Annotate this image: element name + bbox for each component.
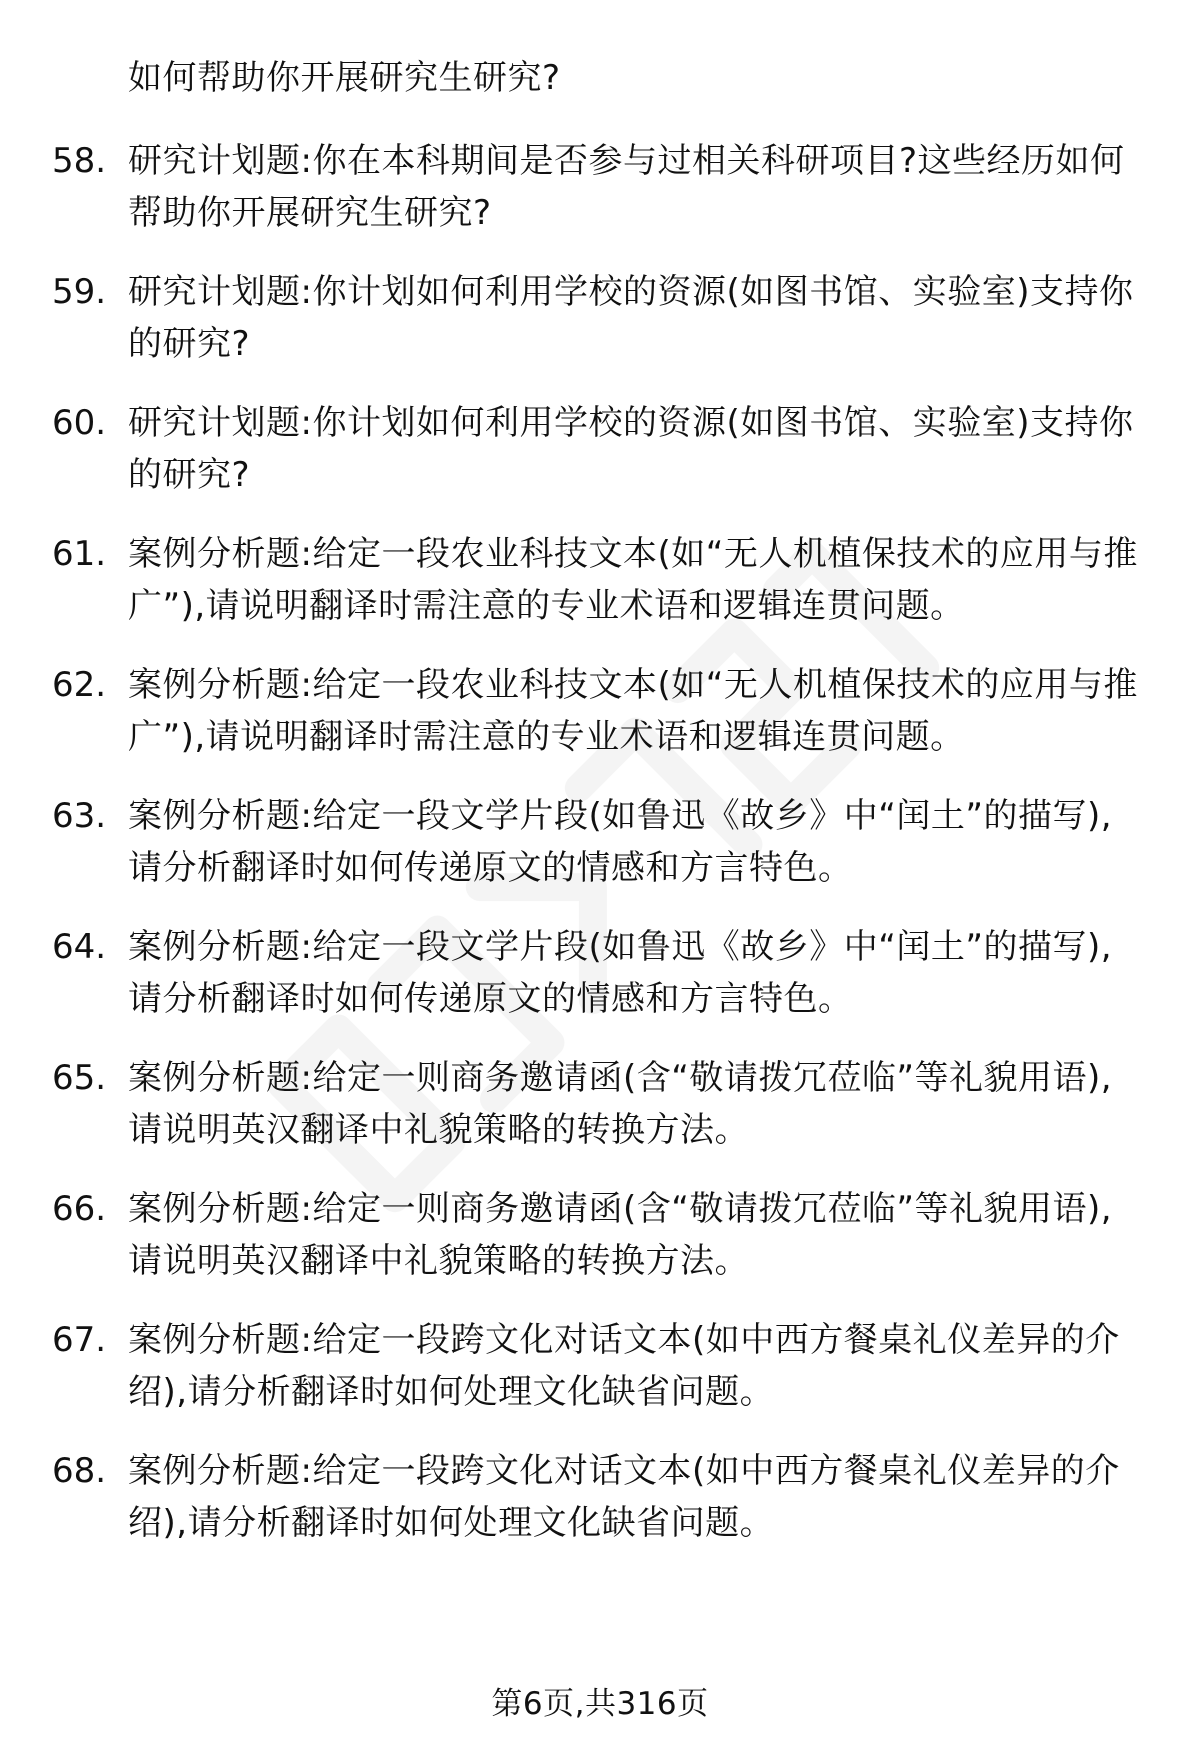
question-text: 案例分析题:给定一段文学片段(如鲁迅《故乡》中“闰土”的描写),请分析翻译时如何传递原文的情感和方言特色。 xyxy=(128,796,1113,888)
question-number: 63. xyxy=(52,796,107,836)
question-number: 68. xyxy=(52,1451,107,1491)
page-number-footer: 第6页,共316页 xyxy=(491,1686,709,1722)
list-item xyxy=(0,1052,1200,1156)
list-item xyxy=(0,1445,1200,1549)
question-text: 案例分析题:给定一则商务邀请函(含“敬请拨冗莅临”等礼貌用语),请说明英汉翻译中礼貌策略的转换方法。 xyxy=(128,1058,1113,1150)
list-item xyxy=(0,659,1200,763)
question-number: 67. xyxy=(52,1320,107,1360)
question-number: 59. xyxy=(52,272,107,312)
question-number: 62. xyxy=(52,665,107,705)
question-text: 研究计划题:你在本科期间是否参与过相关科研项目?这些经历如何帮助你开展研究生研究? xyxy=(128,141,1125,233)
question-list xyxy=(0,135,1200,1576)
question-number: 58. xyxy=(52,141,107,181)
question-number: 60. xyxy=(52,403,107,443)
question-text: 案例分析题:给定一则商务邀请函(含“敬请拨冗莅临”等礼貌用语),请说明英汉翻译中礼貌策略的转换方法。 xyxy=(128,1189,1113,1281)
question-number: 61. xyxy=(52,534,107,574)
question-text: 研究计划题:你计划如何利用学校的资源(如图书馆、实验室)支持你的研究? xyxy=(128,272,1134,364)
question-number: 65. xyxy=(52,1058,107,1098)
continuation-text: 如何帮助你开展研究生研究? xyxy=(128,58,561,98)
question-text: 案例分析题:给定一段跨文化对话文本(如中西方餐桌礼仪差异的介绍),请分析翻译时如何处理文化缺省问题。 xyxy=(128,1320,1120,1412)
list-item xyxy=(0,266,1200,370)
list-item xyxy=(0,528,1200,632)
list-item xyxy=(0,135,1200,239)
list-item xyxy=(0,921,1200,1025)
question-number: 66. xyxy=(52,1189,107,1229)
list-item xyxy=(0,397,1200,501)
list-item xyxy=(0,790,1200,894)
question-text: 案例分析题:给定一段文学片段(如鲁迅《故乡》中“闰土”的描写),请分析翻译时如何传递原文的情感和方言特色。 xyxy=(128,927,1113,1019)
list-item xyxy=(0,1314,1200,1418)
question-number: 64. xyxy=(52,927,107,967)
question-text: 研究计划题:你计划如何利用学校的资源(如图书馆、实验室)支持你的研究? xyxy=(128,403,1134,495)
question-text: 案例分析题:给定一段跨文化对话文本(如中西方餐桌礼仪差异的介绍),请分析翻译时如何处理文化缺省问题。 xyxy=(128,1451,1120,1543)
list-item xyxy=(0,1183,1200,1287)
question-text: 案例分析题:给定一段农业科技文本(如“无人机植保技术的应用与推广”),请说明翻译时需注意的专业术语和逻辑连贯问题。 xyxy=(128,534,1138,626)
question-text: 案例分析题:给定一段农业科技文本(如“无人机植保技术的应用与推广”),请说明翻译时需注意的专业术语和逻辑连贯问题。 xyxy=(128,665,1138,757)
